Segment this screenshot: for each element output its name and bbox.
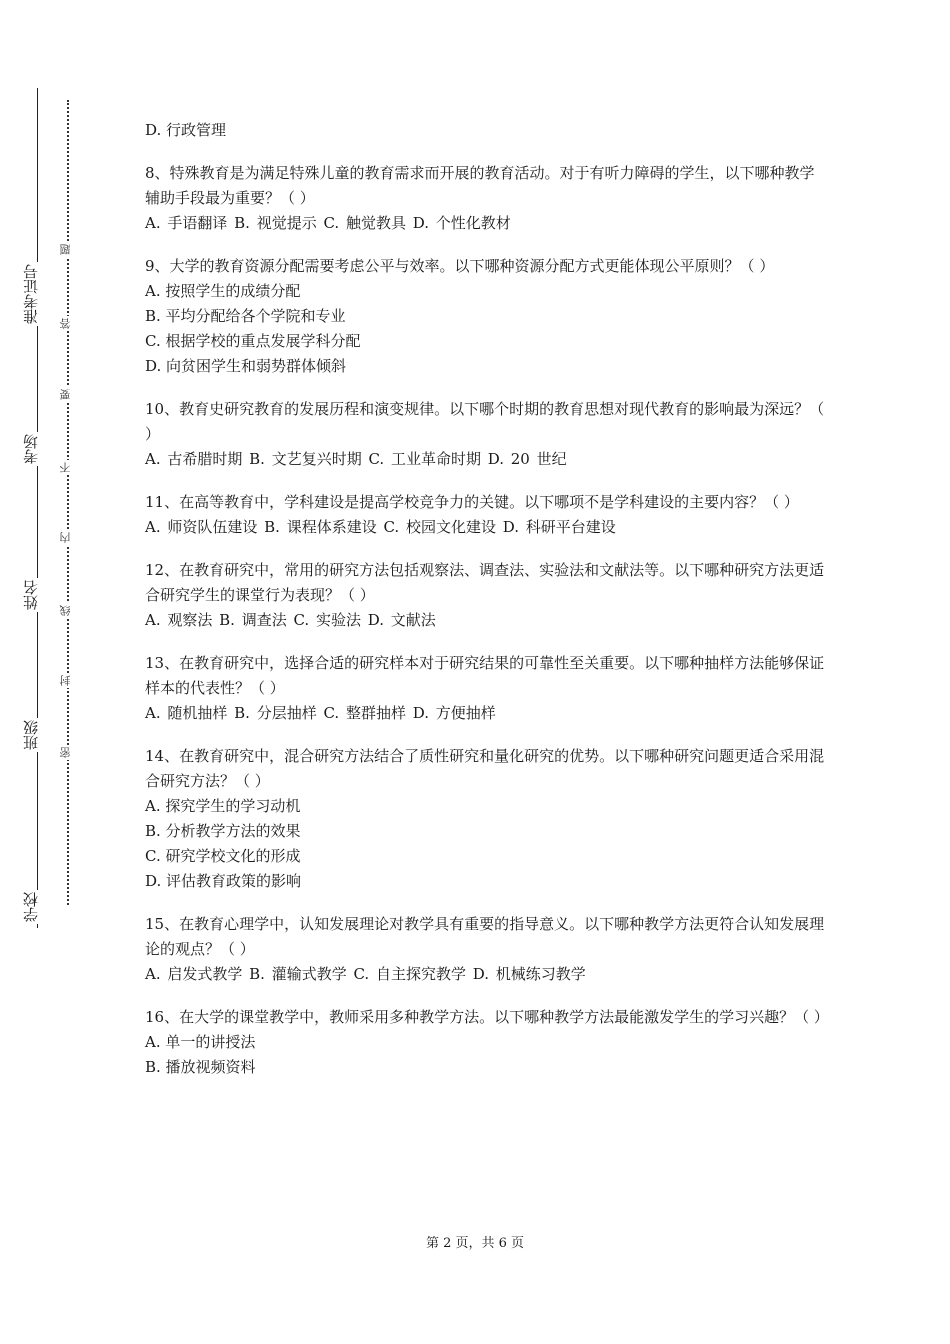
seal-word: 题 [59,244,72,255]
question-text: 15、在教育心理学中，认知发展理论对教学具有重要的指导意义。以下哪种教学方法更符合认知发展理论的观点？（ ） [145,915,825,958]
question-list [145,118,829,1098]
question-text: 14、在教育研究中，混合研究方法结合了质性研究和量化研究的优势。以下哪种研究问题更适合采用混合研究方法？（ ） [145,747,825,790]
question-text: 16、在大学的课堂教学中，教师采用多种教学方法。以下哪种教学方法最能激发学生的学习兴趣？（ ） [145,1008,829,1026]
question-text: 12、在教育研究中，常用的研究方法包括观察法、调查法、实验法和文献法等。以下哪种研究方法更适合研究学生的课堂行为表现？（ ） [145,561,825,604]
question-text: 11、在高等教育中，学科建设是提高学校竞争力的关键。以下哪项不是学科建设的主要内容？（ ） [145,493,799,511]
seal-word: 线 [59,605,72,616]
option-a: A. 按照学生的成绩分配 [145,282,301,300]
option-c: C. 研究学校文化的形成 [145,847,301,865]
option-d: D. 向贫困学生和弱势群体倾斜 [145,357,347,375]
option-b: B. 播放视频资料 [145,1058,256,1076]
options-line: A. 随机抽样 B. 分层抽样 C. 整群抽样 D. 方便抽样 [145,704,496,722]
options-line: A. 观察法 B. 调查法 C. 实验法 D. 文献法 [145,611,436,629]
seal-word: 内 [59,532,72,543]
question-16 [145,1005,829,1080]
label-name: 姓名 [22,580,40,610]
question-text: 10、教育史研究教育的发展历程和演变规律。以下哪个时期的教育思想对现代教育的影响最为深远？（ ） [145,400,825,443]
label-exam-room: 考场 [22,434,40,464]
label-class: 班级 [22,720,40,750]
question-10 [145,397,825,472]
question-8 [145,161,825,236]
seal-word: 不 [59,462,72,473]
option: D. 行政管理 [145,121,227,139]
label-exam-number: 准考证号 [22,264,40,324]
question-11 [145,490,825,540]
question-13 [145,651,825,726]
seal-word: 要 [59,389,72,400]
options-line: A. 古希腊时期 B. 文艺复兴时期 C. 工业革命时期 D. 20 世纪 [145,450,567,468]
question-9 [145,254,825,379]
question-14 [145,744,825,894]
option-c: C. 根据学校的重点发展学科分配 [145,332,361,350]
option-a: A. 单一的讲授法 [145,1033,256,1051]
question-text: 8、特殊教育是为满足特殊儿童的教育需求而开展的教育活动。对于有听力障碍的学生，以下哪种教学辅助手段最为重要？（ ） [145,164,815,207]
question-7-tail [145,118,825,143]
binding-dotted-line [67,100,69,905]
option-b: B. 平均分配给各个学院和专业 [145,307,346,325]
label-school: 学校 [22,892,40,922]
seal-word: 密 [59,747,72,758]
binding-solid-line [37,88,38,928]
question-text: 9、大学的教育资源分配需要考虑公平与效率。以下哪种资源分配方式更能体现公平原则？（ ） [145,257,775,275]
page-footer: 第 2 页，共 6 页 [425,1236,525,1251]
options-line: A. 师资队伍建设 B. 课程体系建设 C. 校园文化建设 D. 科研平台建设 [145,518,616,536]
seal-word: 封 [59,675,72,686]
option-a: A. 探究学生的学习动机 [145,797,301,815]
option-d: D. 评估教育政策的影响 [145,872,302,890]
question-text: 13、在教育研究中，选择合适的研究样本对于研究结果的可靠性至关重要。以下哪种抽样方法能够保证样本的代表性？（ ） [145,654,825,697]
question-15 [145,912,825,987]
seal-word: 答 [59,318,72,329]
options-line: A. 启发式教学 B. 灌输式教学 C. 自主探究教学 D. 机械练习教学 [145,965,586,983]
option-b: B. 分析教学方法的效果 [145,822,301,840]
options-line: A. 手语翻译 B. 视觉提示 C. 触觉教具 D. 个性化教材 [145,214,511,232]
question-12 [145,558,825,633]
